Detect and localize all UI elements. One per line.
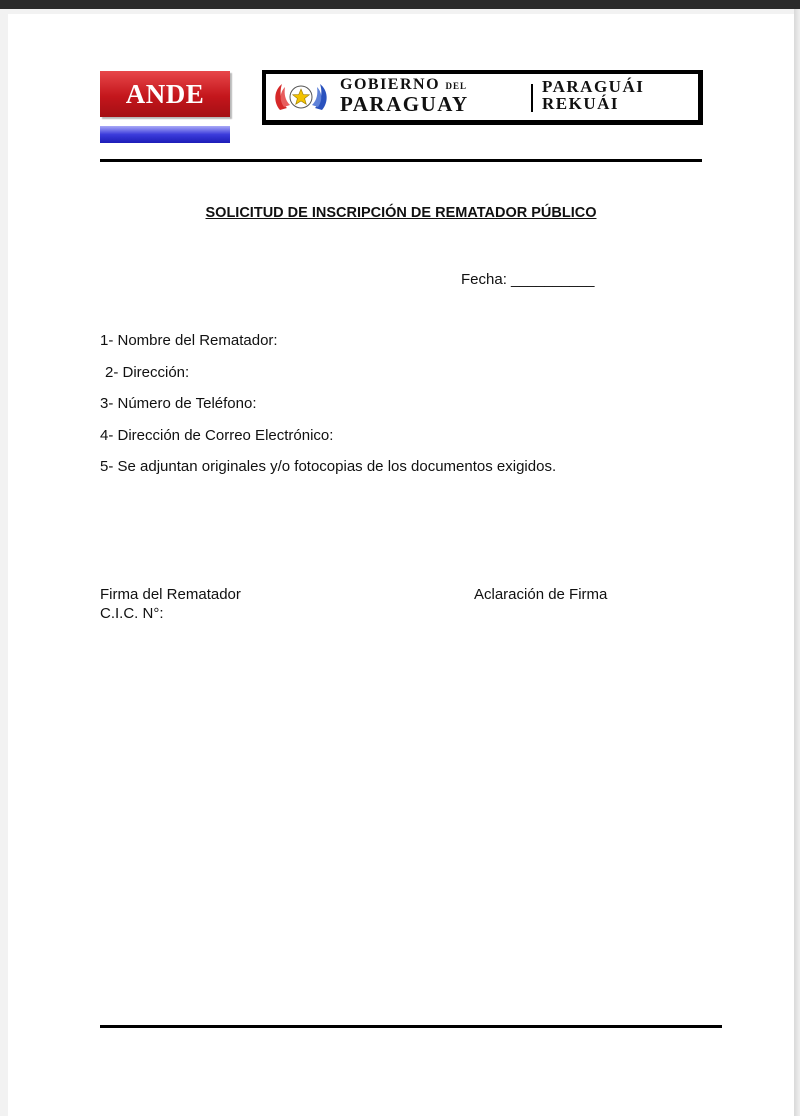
document-page: [8, 14, 794, 1116]
firma-rematador-label: Firma del Rematador: [100, 586, 241, 603]
rekuai-word: REKUÁI: [542, 94, 620, 113]
ande-logo: [100, 71, 230, 117]
window-top-bar: [0, 0, 800, 9]
signature-block-left: [100, 585, 241, 623]
field-direccion: 2- Dirección:: [105, 363, 190, 381]
paraguai-word: PARAGUÁI: [542, 77, 645, 96]
gobierno-paraguay-logo: [262, 70, 703, 125]
form-fields: [100, 332, 556, 490]
aclaracion-firma-label: Aclaración de Firma: [474, 586, 608, 603]
field-documentos: 5- Se adjuntan originales y/o fotocopias de los documentos exigidos.: [100, 458, 557, 475]
header-divider: [100, 159, 702, 162]
page-edge-shadow: [794, 9, 800, 1116]
field-nombre: 1- Nombre del Rematador:: [100, 332, 278, 349]
footer-divider: [100, 1025, 722, 1028]
ande-logo-stripe: [100, 126, 230, 143]
del-word: DEL: [445, 81, 468, 91]
document-title: SOLICITUD DE INSCRIPCIÓN DE REMATADOR PÚBLICO: [205, 205, 597, 221]
field-telefono: 3- Número de Teléfono:: [100, 395, 257, 412]
gobierno-word: GOBIERNO: [340, 76, 441, 93]
ande-logo-text: ANDE: [125, 78, 205, 109]
field-correo: 4- Dirección de Correo Electrónico:: [100, 426, 334, 444]
fecha-field: Fecha: __________: [461, 271, 595, 288]
cic-label: C.I.C. N°:: [100, 605, 164, 622]
paraguay-word: PARAGUAY: [340, 92, 469, 116]
paraguay-seal-icon: [272, 80, 330, 114]
logo-separator: [531, 84, 533, 112]
